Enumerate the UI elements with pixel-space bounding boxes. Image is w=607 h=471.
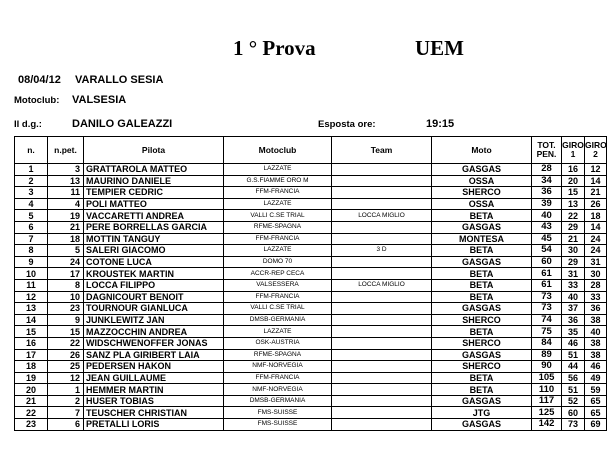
row-team — [332, 419, 432, 431]
row-team — [332, 326, 432, 338]
row-bib-number: 11 — [48, 187, 84, 199]
row-position: 13 — [15, 303, 48, 315]
row-total-penalties: 75 — [532, 326, 562, 338]
row-lap1: 16 — [562, 164, 585, 176]
row-team — [332, 198, 432, 210]
row-total-penalties: 60 — [532, 256, 562, 268]
row-motoclub: VALSESSERA — [224, 279, 332, 291]
row-bike: SHERCO — [432, 314, 532, 326]
col-header-team: Team — [332, 137, 432, 164]
row-position: 2 — [15, 175, 48, 187]
row-bike: BETA — [432, 210, 532, 222]
row-team — [332, 187, 432, 199]
row-bib-number: 26 — [48, 349, 84, 361]
row-bib-number: 22 — [48, 337, 84, 349]
row-lap1: 21 — [562, 233, 585, 245]
row-team — [332, 372, 432, 384]
table-row — [15, 326, 607, 338]
table-row — [15, 337, 607, 349]
row-motoclub: G.S.FIAMME ORO M — [224, 175, 332, 187]
row-lap2: 36 — [585, 303, 607, 315]
event-date: 08/04/12 — [18, 74, 61, 86]
row-position: 6 — [15, 221, 48, 233]
row-rider-name: PEDERSEN HAKON — [84, 361, 224, 373]
row-lap2: 12 — [585, 164, 607, 176]
row-total-penalties: 61 — [532, 268, 562, 280]
row-rider-name: DAGNICOURT BENOIT — [84, 291, 224, 303]
row-bike: BETA — [432, 279, 532, 291]
row-bike: SHERCO — [432, 361, 532, 373]
row-motoclub: ACCR-REP CECA — [224, 268, 332, 280]
row-lap2: 69 — [585, 419, 607, 431]
col-header-motoclub: Motoclub — [224, 137, 332, 164]
row-total-penalties: 142 — [532, 419, 562, 431]
row-rider-name: MAURINO DANIELE — [84, 175, 224, 187]
row-rider-name: GRATTAROLA MATTEO — [84, 164, 224, 176]
row-motoclub: RFME-SPAGNA — [224, 221, 332, 233]
row-bib-number: 25 — [48, 361, 84, 373]
row-team — [332, 221, 432, 233]
row-position: 1 — [15, 164, 48, 176]
table-row — [15, 164, 607, 176]
row-bike: BETA — [432, 372, 532, 384]
row-lap1: 33 — [562, 279, 585, 291]
row-team — [332, 268, 432, 280]
row-lap2: 26 — [585, 198, 607, 210]
row-bike: SHERCO — [432, 187, 532, 199]
row-position: 23 — [15, 419, 48, 431]
row-rider-name: COTONE LUCA — [84, 256, 224, 268]
row-total-penalties: 73 — [532, 303, 562, 315]
row-position: 4 — [15, 198, 48, 210]
row-total-penalties: 40 — [532, 210, 562, 222]
row-motoclub: DOMO 70 — [224, 256, 332, 268]
row-team — [332, 337, 432, 349]
row-team — [332, 407, 432, 419]
row-position: 3 — [15, 187, 48, 199]
row-lap2: 38 — [585, 314, 607, 326]
row-bib-number: 3 — [48, 164, 84, 176]
row-total-penalties: 89 — [532, 349, 562, 361]
row-bike: JTG — [432, 407, 532, 419]
row-position: 10 — [15, 268, 48, 280]
table-row — [15, 233, 607, 245]
row-bib-number: 15 — [48, 326, 84, 338]
col-header-moto: Moto — [432, 137, 532, 164]
row-position: 17 — [15, 349, 48, 361]
row-total-penalties: 43 — [532, 221, 562, 233]
row-bike: GASGAS — [432, 164, 532, 176]
row-total-penalties: 90 — [532, 361, 562, 373]
row-rider-name: WIDSCHWENOFFER JONAS — [84, 337, 224, 349]
row-position: 8 — [15, 245, 48, 257]
table-row — [15, 314, 607, 326]
posted-time: 19:15 — [426, 118, 455, 130]
row-bib-number: 4 — [48, 198, 84, 210]
row-bib-number: 18 — [48, 233, 84, 245]
row-rider-name: TEUSCHER CHRISTIAN — [84, 407, 224, 419]
row-motoclub: FMS-SUISSE — [224, 419, 332, 431]
row-total-penalties: 54 — [532, 245, 562, 257]
title-uem: UEM — [415, 36, 464, 60]
posted-label: Esposta ore: — [318, 119, 376, 130]
row-position: 22 — [15, 407, 48, 419]
row-lap2: 40 — [585, 326, 607, 338]
event-place: VARALLO SESIA — [75, 74, 164, 86]
table-row — [15, 291, 607, 303]
row-total-penalties: 117 — [532, 395, 562, 407]
row-position: 12 — [15, 291, 48, 303]
col-header-giro2: GIRO 2 — [585, 137, 607, 164]
row-bib-number: 5 — [48, 245, 84, 257]
row-lap1: 29 — [562, 256, 585, 268]
row-bike: GASGAS — [432, 349, 532, 361]
table-row — [15, 245, 607, 257]
row-lap1: 29 — [562, 221, 585, 233]
row-lap1: 60 — [562, 407, 585, 419]
row-bib-number: 12 — [48, 372, 84, 384]
table-row — [15, 407, 607, 419]
row-team: LOCCA MIGLIO — [332, 279, 432, 291]
row-position: 21 — [15, 395, 48, 407]
row-lap2: 28 — [585, 279, 607, 291]
col-header-giro1: GIRO 1 — [562, 137, 585, 164]
table-row — [15, 221, 607, 233]
title-prova: 1 ° Prova — [233, 36, 316, 60]
row-bike: GASGAS — [432, 256, 532, 268]
row-lap1: 73 — [562, 419, 585, 431]
table-row — [15, 372, 607, 384]
row-position: 7 — [15, 233, 48, 245]
row-total-penalties: 110 — [532, 384, 562, 396]
row-motoclub: LAZZATE — [224, 164, 332, 176]
table-row — [15, 187, 607, 199]
row-lap2: 38 — [585, 337, 607, 349]
row-motoclub: DMSB-GERMANIA — [224, 395, 332, 407]
row-team: LOCCA MIGLIO — [332, 210, 432, 222]
row-position: 20 — [15, 384, 48, 396]
row-bike: OSSA — [432, 175, 532, 187]
row-motoclub: NMF-NORVEGIA — [224, 384, 332, 396]
row-lap2: 18 — [585, 210, 607, 222]
row-rider-name: HEMMER MARTIN — [84, 384, 224, 396]
col-header-n: n. — [15, 137, 48, 164]
row-total-penalties: 105 — [532, 372, 562, 384]
row-rider-name: JUNKLEWITZ JAN — [84, 314, 224, 326]
row-bike: SHERCO — [432, 337, 532, 349]
row-bike: GASGAS — [432, 221, 532, 233]
row-rider-name: KROUSTEK MARTIN — [84, 268, 224, 280]
row-motoclub: VALLI C.SE TRIAL — [224, 210, 332, 222]
row-lap2: 24 — [585, 233, 607, 245]
row-bib-number: 9 — [48, 314, 84, 326]
row-motoclub: FFM-FRANCIA — [224, 233, 332, 245]
row-team — [332, 164, 432, 176]
row-bike: MONTESA — [432, 233, 532, 245]
row-motoclub: FFM-FRANCIA — [224, 187, 332, 199]
row-position: 14 — [15, 314, 48, 326]
row-lap2: 59 — [585, 384, 607, 396]
table-row — [15, 256, 607, 268]
row-motoclub: LAZZATE — [224, 326, 332, 338]
row-lap2: 46 — [585, 361, 607, 373]
row-team — [332, 291, 432, 303]
table-row — [15, 349, 607, 361]
row-bib-number: 23 — [48, 303, 84, 315]
col-header-pet: n.pet. — [48, 137, 84, 164]
row-team — [332, 175, 432, 187]
row-position: 9 — [15, 256, 48, 268]
row-rider-name: POLI MATTEO — [84, 198, 224, 210]
row-bike: BETA — [432, 384, 532, 396]
row-total-penalties: 28 — [532, 164, 562, 176]
row-team — [332, 395, 432, 407]
row-lap1: 30 — [562, 245, 585, 257]
row-total-penalties: 61 — [532, 279, 562, 291]
row-rider-name: PRETALLI LORIS — [84, 419, 224, 431]
row-bike: BETA — [432, 291, 532, 303]
row-total-penalties: 45 — [532, 233, 562, 245]
row-rider-name: MAZZOCCHIN ANDREA — [84, 326, 224, 338]
row-motoclub: LAZZATE — [224, 198, 332, 210]
row-bib-number: 1 — [48, 384, 84, 396]
row-motoclub: VALLI C.SE TRIAL — [224, 303, 332, 315]
row-bike: BETA — [432, 326, 532, 338]
col-header-pilota: Pilota — [84, 137, 224, 164]
table-row — [15, 361, 607, 373]
row-bike: GASGAS — [432, 395, 532, 407]
row-team: 3 D — [332, 245, 432, 257]
row-lap1: 36 — [562, 314, 585, 326]
row-lap1: 37 — [562, 303, 585, 315]
row-position: 15 — [15, 326, 48, 338]
row-bib-number: 7 — [48, 407, 84, 419]
row-total-penalties: 125 — [532, 407, 562, 419]
row-position: 16 — [15, 337, 48, 349]
row-lap2: 33 — [585, 291, 607, 303]
row-total-penalties: 34 — [532, 175, 562, 187]
row-bib-number: 21 — [48, 221, 84, 233]
row-lap1: 44 — [562, 361, 585, 373]
row-motoclub: FFM-FRANCIA — [224, 291, 332, 303]
row-team — [332, 361, 432, 373]
table-row — [15, 210, 607, 222]
row-lap2: 38 — [585, 349, 607, 361]
row-rider-name: LOCCA FILIPPO — [84, 279, 224, 291]
row-position: 19 — [15, 372, 48, 384]
row-team — [332, 349, 432, 361]
row-team — [332, 314, 432, 326]
row-total-penalties: 36 — [532, 187, 562, 199]
table-row — [15, 279, 607, 291]
row-lap1: 22 — [562, 210, 585, 222]
row-bib-number: 10 — [48, 291, 84, 303]
row-position: 11 — [15, 279, 48, 291]
row-bib-number: 24 — [48, 256, 84, 268]
row-team — [332, 233, 432, 245]
motoclub-value: VALSESIA — [72, 94, 127, 106]
row-team — [332, 384, 432, 396]
row-lap2: 49 — [585, 372, 607, 384]
table-row — [15, 303, 607, 315]
row-lap1: 35 — [562, 326, 585, 338]
row-team — [332, 303, 432, 315]
row-rider-name: TOURNOUR GIANLUCA — [84, 303, 224, 315]
row-lap2: 21 — [585, 187, 607, 199]
row-total-penalties: 73 — [532, 291, 562, 303]
row-lap1: 40 — [562, 291, 585, 303]
row-motoclub: RFME-SPAGNA — [224, 349, 332, 361]
row-lap1: 13 — [562, 198, 585, 210]
row-lap1: 51 — [562, 384, 585, 396]
row-motoclub: OSK-AUSTRIA — [224, 337, 332, 349]
row-lap1: 15 — [562, 187, 585, 199]
row-bike: OSSA — [432, 198, 532, 210]
row-bib-number: 6 — [48, 419, 84, 431]
row-lap1: 46 — [562, 337, 585, 349]
row-lap2: 30 — [585, 268, 607, 280]
row-bib-number: 19 — [48, 210, 84, 222]
motoclub-label: Motoclub: — [14, 95, 60, 106]
row-lap2: 31 — [585, 256, 607, 268]
row-lap2: 24 — [585, 245, 607, 257]
row-bike: BETA — [432, 268, 532, 280]
results-table — [14, 136, 607, 431]
row-total-penalties: 39 — [532, 198, 562, 210]
row-rider-name: SALERI GIACOMO — [84, 245, 224, 257]
row-position: 5 — [15, 210, 48, 222]
row-rider-name: PERE BORRELLAS GARCIA — [84, 221, 224, 233]
row-lap1: 31 — [562, 268, 585, 280]
table-row — [15, 384, 607, 396]
table-row — [15, 175, 607, 187]
row-lap2: 65 — [585, 395, 607, 407]
row-lap1: 52 — [562, 395, 585, 407]
table-header-row — [15, 137, 607, 164]
row-motoclub: LAZZATE — [224, 245, 332, 257]
row-motoclub: NMF-NORVEGIA — [224, 361, 332, 373]
row-bike: BETA — [432, 245, 532, 257]
row-position: 18 — [15, 361, 48, 373]
row-lap1: 51 — [562, 349, 585, 361]
row-lap1: 20 — [562, 175, 585, 187]
row-rider-name: TEMPIER CEDRIC — [84, 187, 224, 199]
row-team — [332, 256, 432, 268]
row-motoclub: FMS-SUISSE — [224, 407, 332, 419]
row-rider-name: MOTTIN TANGUY — [84, 233, 224, 245]
table-row — [15, 198, 607, 210]
row-motoclub: DMSB-GERMANIA — [224, 314, 332, 326]
director-value: DANILO GALEAZZI — [72, 118, 173, 130]
row-bib-number: 8 — [48, 279, 84, 291]
row-bike: GASGAS — [432, 419, 532, 431]
row-lap1: 56 — [562, 372, 585, 384]
row-bike: GASGAS — [432, 303, 532, 315]
document-title — [0, 36, 600, 60]
table-row — [15, 395, 607, 407]
row-rider-name: JEAN GUILLAUME — [84, 372, 224, 384]
row-bib-number: 2 — [48, 395, 84, 407]
row-bib-number: 17 — [48, 268, 84, 280]
director-label: Il d.g.: — [14, 119, 42, 130]
row-motoclub: FFM-FRANCIA — [224, 372, 332, 384]
row-bib-number: 13 — [48, 175, 84, 187]
row-rider-name: VACCARETTI ANDREA — [84, 210, 224, 222]
col-header-tot-pen: TOT. PEN. — [532, 137, 562, 164]
row-lap2: 65 — [585, 407, 607, 419]
row-rider-name: HUSER TOBIAS — [84, 395, 224, 407]
row-total-penalties: 74 — [532, 314, 562, 326]
table-row — [15, 419, 607, 431]
row-rider-name: SANZ PLA GIRIBERT LAIA — [84, 349, 224, 361]
row-lap2: 14 — [585, 221, 607, 233]
table-row — [15, 268, 607, 280]
row-lap2: 14 — [585, 175, 607, 187]
row-total-penalties: 84 — [532, 337, 562, 349]
